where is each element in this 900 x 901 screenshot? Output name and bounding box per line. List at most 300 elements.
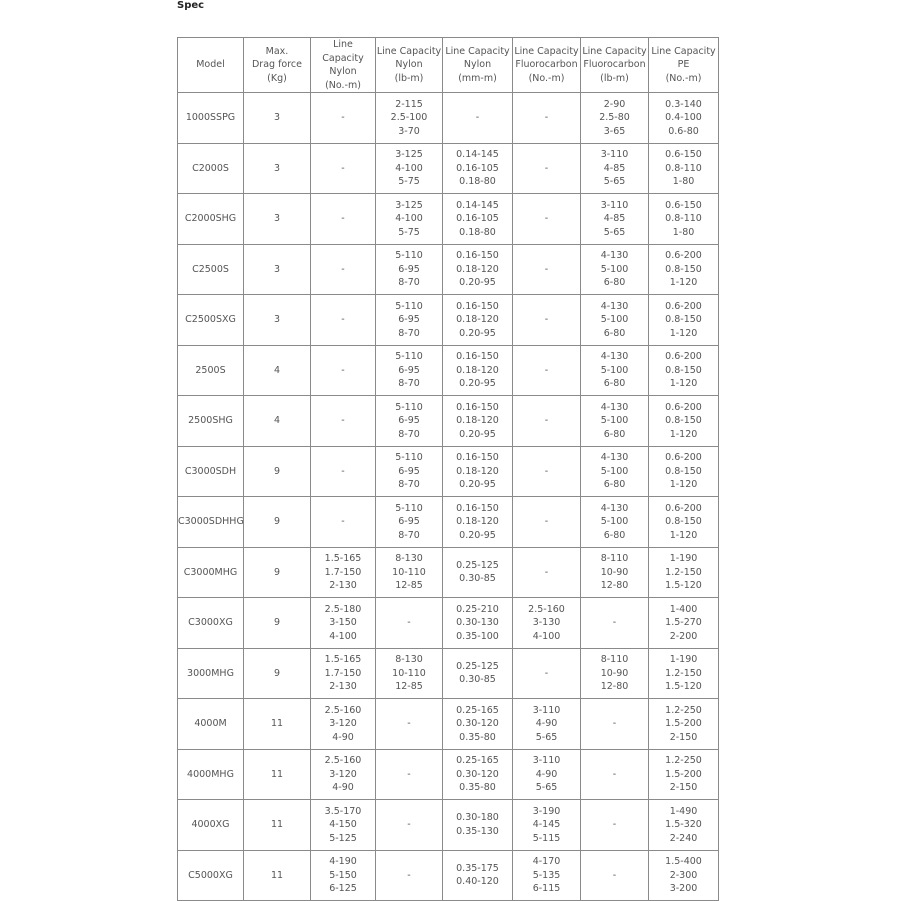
table-row	[178, 93, 719, 144]
cell-fluoro-lb	[581, 850, 649, 901]
cell-line: 3-70	[398, 125, 420, 137]
cell-line: 3-150	[329, 617, 357, 628]
cell-nylon-lb	[376, 547, 443, 598]
cell-line: 0.6-150	[665, 149, 702, 160]
cell-line: 6-95	[398, 364, 420, 376]
cell-line: 0.8-150	[665, 415, 702, 426]
cell-line: 0.8-110	[665, 213, 702, 224]
cell-nylon-no	[311, 143, 376, 194]
cell-line: C3000XG	[188, 617, 233, 628]
cell-nylon-mm	[443, 850, 513, 901]
cell-nylon-lb	[376, 446, 443, 497]
cell-nylon-no	[311, 497, 376, 548]
cell-nylon-mm	[443, 194, 513, 245]
cell-line: 0.25-210	[456, 603, 499, 615]
cell-fluoro-no	[513, 143, 581, 194]
cell-line: 0.35-80	[459, 782, 496, 793]
cell-line: 5-100	[600, 465, 629, 477]
table-row	[178, 800, 719, 851]
cell-line: 1.5-165	[324, 654, 362, 665]
cell-line: -	[544, 263, 549, 275]
cell-line: 5-110	[395, 351, 423, 362]
cell-line: 4-100	[395, 213, 423, 224]
cell-line: Fluorocarbon	[515, 59, 578, 71]
cell-line: 5-75	[398, 226, 420, 238]
cell-line: 2.5-80	[599, 112, 630, 123]
cell-drag-force	[244, 244, 311, 295]
cell-line: Model	[196, 59, 225, 71]
cell-fluoro-lb	[581, 396, 649, 447]
cell-line: 1.5-400	[665, 856, 702, 867]
cell-pe-no	[649, 749, 719, 800]
cell-line: -	[341, 516, 345, 527]
cell-line: 0.30-85	[459, 573, 496, 585]
cell-drag-force	[244, 598, 311, 649]
cell-line: 1.2-150	[665, 566, 702, 578]
cell-line: 2500S	[195, 364, 226, 376]
header-nylon-lb	[376, 38, 443, 93]
cell-nylon-no	[311, 396, 376, 447]
cell-line: (No.-m)	[528, 72, 565, 84]
cell-line: -	[407, 869, 411, 881]
cell-line: -	[544, 566, 549, 578]
cell-line: 2.5-160	[324, 704, 362, 716]
cell-line: 5-100	[600, 364, 629, 376]
cell-line: 0.18-120	[456, 465, 499, 477]
table-row	[178, 497, 719, 548]
cell-line: -	[544, 415, 549, 426]
cell-line: 4000MHG	[187, 768, 234, 780]
cell-line: -	[612, 869, 617, 881]
cell-line: -	[341, 364, 345, 376]
header-pe-no	[649, 38, 719, 93]
cell-line: 9	[273, 617, 281, 628]
cell-drag-force	[244, 800, 311, 851]
cell-fluoro-no	[513, 850, 581, 901]
section-title: Spec	[177, 0, 205, 11]
cell-line: 2.5-100	[390, 112, 428, 123]
cell-line: -	[341, 465, 345, 477]
cell-nylon-mm	[443, 396, 513, 447]
cell-pe-no	[649, 497, 719, 548]
cell-pe-no	[649, 547, 719, 598]
cell-nylon-lb	[376, 800, 443, 851]
cell-line: -	[544, 162, 549, 174]
cell-line: 3-120	[329, 768, 357, 780]
cell-line: 4-130	[600, 401, 629, 413]
cell-line: 2-300	[669, 869, 698, 881]
cell-nylon-lb	[376, 93, 443, 144]
cell-line: 1-120	[669, 327, 698, 339]
cell-nylon-no	[311, 194, 376, 245]
cell-model	[178, 598, 244, 649]
cell-line: 1.2-250	[665, 704, 702, 716]
cell-nylon-lb	[376, 497, 443, 548]
cell-nylon-mm	[443, 244, 513, 295]
cell-line: 2.5-160	[324, 755, 362, 766]
cell-line: 2-130	[329, 580, 357, 591]
cell-nylon-mm	[443, 295, 513, 346]
cell-line: 0.25-125	[456, 660, 499, 672]
cell-line: 4-85	[603, 213, 626, 224]
cell-drag-force	[244, 396, 311, 447]
cell-line: 0.16-105	[456, 213, 499, 224]
cell-line: Line Capacity	[514, 45, 579, 57]
cell-line: 3	[273, 314, 281, 325]
cell-line: 2.5-180	[324, 603, 362, 615]
cell-line: 9	[273, 516, 281, 527]
cell-line: -	[544, 364, 549, 376]
cell-line: 3-110	[600, 149, 629, 160]
cell-fluoro-no	[513, 497, 581, 548]
cell-model	[178, 143, 244, 194]
cell-line: 3-110	[600, 199, 629, 211]
cell-line: 4-130	[600, 300, 629, 312]
cell-line: 1-120	[669, 378, 698, 389]
cell-fluoro-no	[513, 345, 581, 396]
cell-fluoro-no	[513, 295, 581, 346]
cell-fluoro-lb	[581, 345, 649, 396]
cell-line: 6-80	[603, 378, 626, 389]
table-row	[178, 547, 719, 598]
cell-pe-no	[649, 396, 719, 447]
cell-line: 1-120	[669, 277, 698, 288]
cell-nylon-lb	[376, 699, 443, 750]
cell-line: C2000SHG	[184, 213, 237, 224]
cell-line: Nylon	[329, 66, 357, 77]
cell-line: 4-90	[332, 731, 354, 743]
cell-line: C3000MHG	[183, 566, 238, 578]
cell-fluoro-no	[513, 244, 581, 295]
cell-line: C5000XG	[188, 869, 233, 881]
cell-line: 0.20-95	[459, 277, 496, 288]
cell-line: 1.5-320	[665, 819, 702, 830]
cell-pe-no	[649, 143, 719, 194]
cell-line: Nylon	[395, 59, 423, 71]
cell-line: 3-130	[532, 617, 561, 628]
table-row	[178, 749, 719, 800]
cell-line: 3	[273, 162, 281, 174]
cell-line: 10-110	[392, 667, 426, 679]
cell-line: -	[544, 465, 549, 477]
cell-nylon-lb	[376, 396, 443, 447]
cell-nylon-no	[311, 699, 376, 750]
cell-model	[178, 295, 244, 346]
cell-line: 2-130	[329, 681, 357, 692]
cell-line: 0.30-130	[456, 617, 499, 628]
cell-line: 5-65	[603, 226, 626, 238]
cell-line: 4-130	[600, 351, 629, 362]
cell-line: Drag force	[251, 59, 302, 71]
cell-line: 12-85	[395, 580, 423, 591]
cell-line: -	[612, 819, 617, 830]
cell-nylon-lb	[376, 749, 443, 800]
cell-line: (lb-m)	[600, 72, 629, 84]
cell-line: 0.8-150	[665, 263, 702, 275]
cell-line: 8-130	[395, 553, 423, 564]
cell-nylon-lb	[376, 598, 443, 649]
cell-line: 4-190	[329, 856, 357, 867]
cell-pe-no	[649, 648, 719, 699]
cell-line: 3-65	[603, 125, 626, 137]
cell-line: 3-125	[395, 149, 423, 160]
cell-pe-no	[649, 699, 719, 750]
cell-line: 4-130	[600, 250, 629, 261]
cell-line: -	[612, 718, 617, 729]
cell-pe-no	[649, 194, 719, 245]
cell-fluoro-no	[513, 396, 581, 447]
cell-nylon-mm	[443, 800, 513, 851]
cell-line: 0.6-200	[665, 300, 702, 312]
cell-line: 1.7-150	[324, 667, 362, 679]
cell-line: (No.-m)	[325, 79, 361, 91]
cell-fluoro-lb	[581, 446, 649, 497]
cell-model	[178, 244, 244, 295]
cell-line: 5-100	[600, 263, 629, 275]
cell-line: 11	[270, 718, 284, 729]
cell-line: 8-130	[395, 654, 423, 665]
cell-line: C2500S	[192, 263, 229, 275]
cell-line: 4-100	[329, 630, 357, 642]
cell-line: 1-80	[672, 226, 695, 238]
cell-line: Fluorocarbon	[583, 59, 646, 71]
cell-line: 6-95	[398, 465, 420, 477]
cell-nylon-mm	[443, 598, 513, 649]
cell-nylon-mm	[443, 446, 513, 497]
table-row	[178, 850, 719, 901]
cell-line: 5-110	[395, 452, 423, 463]
cell-fluoro-lb	[581, 93, 649, 144]
cell-line: 5-110	[395, 300, 423, 312]
cell-pe-no	[649, 345, 719, 396]
cell-line: 1-80	[672, 176, 695, 187]
cell-line: -	[407, 617, 411, 628]
cell-line: 2-150	[669, 782, 698, 793]
cell-fluoro-no	[513, 800, 581, 851]
cell-line: 10-110	[392, 566, 426, 578]
cell-line: PE	[677, 59, 690, 71]
cell-line: 5-110	[395, 401, 423, 413]
cell-line: C2500SXG	[185, 314, 236, 325]
cell-line: 3-110	[532, 755, 561, 766]
cell-line: Line Capacity	[445, 45, 510, 57]
cell-drag-force	[244, 648, 311, 699]
cell-line: 3-110	[532, 704, 561, 716]
cell-nylon-no	[311, 345, 376, 396]
cell-line: 8-70	[398, 529, 420, 541]
cell-line: 0.25-125	[456, 559, 499, 571]
cell-line: 0.30-85	[459, 674, 496, 686]
cell-line: 0.8-150	[665, 364, 702, 376]
table-row	[178, 143, 719, 194]
cell-line: 6-80	[603, 277, 626, 288]
cell-fluoro-no	[513, 749, 581, 800]
cell-line: 12-85	[395, 681, 423, 692]
cell-fluoro-no	[513, 547, 581, 598]
table-row	[178, 598, 719, 649]
cell-nylon-lb	[376, 648, 443, 699]
cell-line: 5-135	[532, 869, 561, 881]
cell-line: 3.5-170	[324, 805, 362, 817]
cell-nylon-no	[311, 749, 376, 800]
cell-line: 4-150	[329, 819, 357, 830]
cell-line: 1-120	[669, 428, 698, 440]
cell-line: 11	[270, 869, 284, 881]
cell-line: 5-65	[535, 731, 558, 743]
cell-line: 3-120	[329, 718, 357, 729]
table-row	[178, 648, 719, 699]
cell-nylon-no	[311, 850, 376, 901]
cell-line: -	[544, 213, 549, 224]
cell-line: 2-150	[669, 731, 698, 743]
cell-line: 3-200	[669, 883, 698, 894]
cell-line: 0.30-120	[456, 718, 499, 729]
cell-fluoro-no	[513, 446, 581, 497]
cell-nylon-no	[311, 648, 376, 699]
cell-drag-force	[244, 547, 311, 598]
cell-nylon-lb	[376, 244, 443, 295]
cell-line: 1-120	[669, 529, 698, 541]
cell-line: 10-90	[600, 566, 629, 578]
cell-fluoro-lb	[581, 800, 649, 851]
cell-nylon-mm	[443, 143, 513, 194]
cell-line: 2500SHG	[188, 415, 233, 426]
cell-line: 0.4-100	[665, 112, 702, 123]
cell-line: 6-80	[603, 479, 626, 490]
cell-line: 3	[273, 213, 281, 224]
cell-line: 1-490	[669, 805, 698, 817]
cell-line: 0.6-150	[665, 199, 702, 211]
cell-line: 4-90	[535, 718, 558, 729]
cell-line: 0.18-120	[456, 263, 499, 275]
cell-pe-no	[649, 598, 719, 649]
table-row	[178, 244, 719, 295]
table-row	[178, 345, 719, 396]
cell-line: 0.8-150	[665, 314, 702, 325]
header-fluoro-no	[513, 38, 581, 93]
cell-line: -	[612, 768, 617, 780]
cell-line: 6-95	[398, 415, 420, 426]
cell-line: (Kg)	[267, 72, 287, 84]
cell-fluoro-lb	[581, 244, 649, 295]
cell-line: 0.14-145	[456, 149, 499, 160]
table-row	[178, 699, 719, 750]
cell-fluoro-lb	[581, 194, 649, 245]
cell-nylon-mm	[443, 699, 513, 750]
cell-line: -	[341, 213, 345, 224]
header-fluoro-lb	[581, 38, 649, 93]
cell-line: 0.35-130	[456, 825, 499, 837]
cell-drag-force	[244, 850, 311, 901]
spec-table	[177, 37, 719, 901]
cell-line: 0.3-140	[665, 98, 702, 110]
cell-line: 2-200	[669, 630, 698, 642]
cell-fluoro-no	[513, 699, 581, 750]
header-nylon-no	[311, 38, 376, 93]
header-nylon-mm	[443, 38, 513, 93]
cell-line: 3-190	[532, 805, 561, 817]
cell-line: 3	[273, 263, 281, 275]
cell-nylon-mm	[443, 345, 513, 396]
cell-line: 1-190	[669, 654, 698, 665]
cell-line: 11	[270, 768, 284, 780]
cell-line: 1-190	[669, 553, 698, 564]
cell-line: Nylon	[463, 59, 492, 71]
cell-drag-force	[244, 93, 311, 144]
cell-model	[178, 446, 244, 497]
cell-line: 5-110	[395, 250, 423, 261]
cell-line: 6-95	[398, 516, 420, 527]
cell-pe-no	[649, 850, 719, 901]
cell-line: 2.5-160	[528, 603, 565, 615]
cell-line: 0.16-150	[456, 401, 499, 413]
cell-line: Line Capacity	[322, 39, 364, 64]
table-row	[178, 396, 719, 447]
cell-model	[178, 800, 244, 851]
cell-line: 0.18-120	[456, 516, 499, 527]
cell-drag-force	[244, 497, 311, 548]
cell-line: 5-75	[398, 176, 420, 187]
cell-line: 0.20-95	[459, 378, 496, 389]
cell-fluoro-lb	[581, 143, 649, 194]
cell-line: 2-240	[669, 832, 698, 844]
cell-line: 9	[273, 667, 281, 679]
cell-line: 4-130	[600, 452, 629, 463]
cell-line: 0.25-165	[456, 755, 499, 766]
cell-pe-no	[649, 295, 719, 346]
cell-nylon-mm	[443, 547, 513, 598]
cell-line: 5-65	[535, 782, 558, 793]
cell-pe-no	[649, 800, 719, 851]
cell-line: (lb-m)	[394, 72, 424, 84]
cell-line: 0.6-200	[665, 502, 702, 514]
cell-line: 0.20-95	[459, 529, 496, 541]
cell-nylon-no	[311, 244, 376, 295]
cell-fluoro-no	[513, 93, 581, 144]
cell-fluoro-lb	[581, 497, 649, 548]
cell-nylon-no	[311, 295, 376, 346]
cell-model	[178, 749, 244, 800]
cell-line: -	[341, 162, 345, 174]
cell-drag-force	[244, 143, 311, 194]
cell-line: 0.6-200	[665, 452, 702, 463]
cell-line: 1-120	[669, 479, 698, 490]
cell-line: 12-80	[600, 580, 629, 591]
cell-nylon-mm	[443, 749, 513, 800]
cell-line: 1.5-270	[665, 617, 702, 628]
table-row	[178, 295, 719, 346]
cell-line: 6-80	[603, 327, 626, 339]
cell-nylon-lb	[376, 143, 443, 194]
cell-line: 0.6-80	[668, 125, 699, 137]
cell-fluoro-no	[513, 194, 581, 245]
cell-line: 0.40-120	[456, 876, 499, 888]
cell-line: 0.18-120	[456, 364, 499, 376]
cell-line: 8-110	[600, 654, 629, 665]
cell-line: 1.5-200	[665, 718, 702, 729]
cell-line: -	[341, 415, 345, 426]
cell-drag-force	[244, 194, 311, 245]
header-model	[178, 38, 244, 93]
cell-line: 0.8-110	[665, 162, 702, 174]
cell-line: 6-95	[398, 263, 420, 275]
cell-line: Line Capacity	[582, 45, 647, 57]
cell-line: 9	[273, 566, 281, 578]
cell-model	[178, 194, 244, 245]
cell-line: -	[544, 314, 549, 325]
cell-model	[178, 396, 244, 447]
cell-fluoro-lb	[581, 598, 649, 649]
